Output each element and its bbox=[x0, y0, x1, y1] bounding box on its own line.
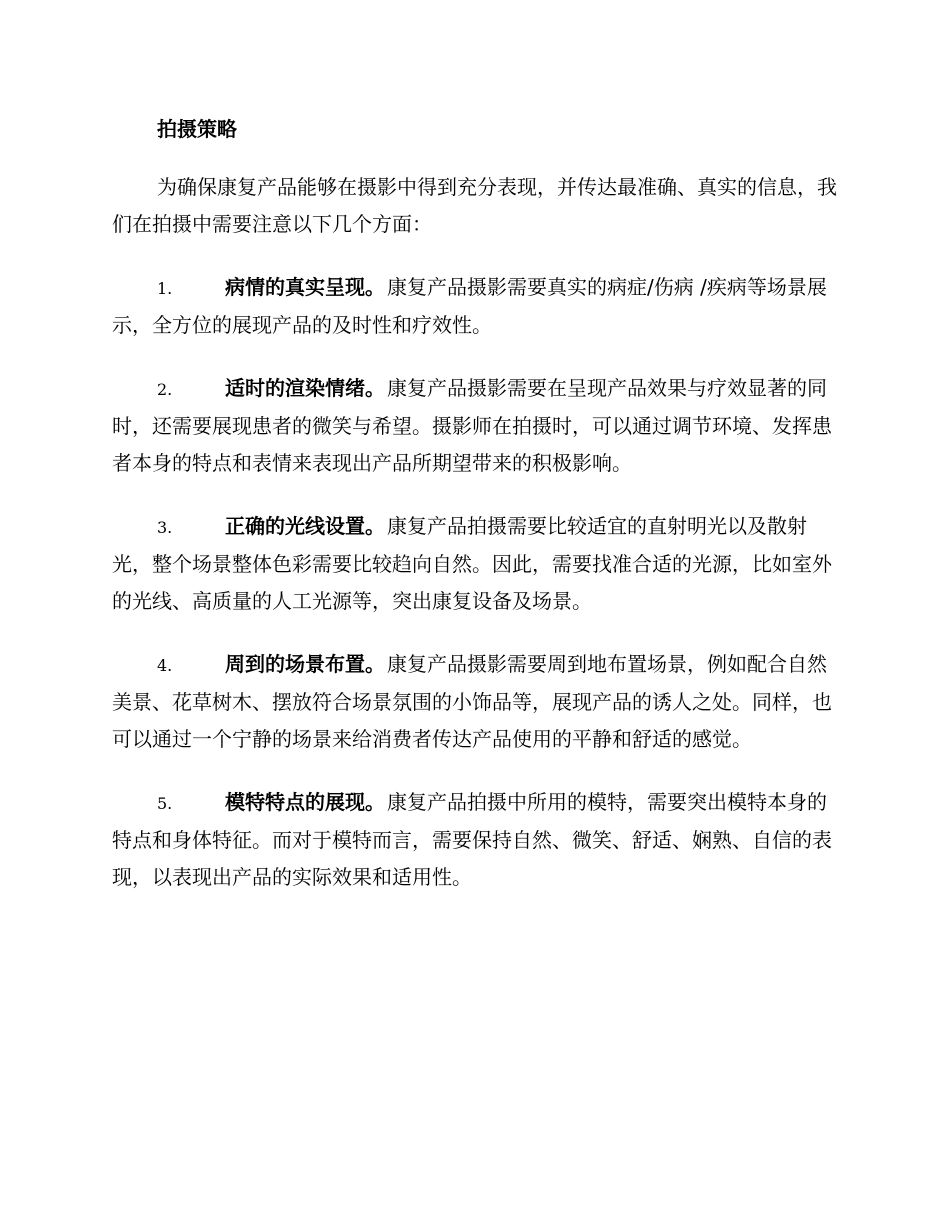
list-item-number: 4. bbox=[157, 656, 173, 675]
list-item-number: 3. bbox=[157, 518, 173, 537]
list-item-body: 康复产品摄影需要在呈现产品效果与疗效显著的同时，还需要展现患者的微笑与希望。摄影师在拍摄时，可以通过调节环境、发挥患者本身的特点和表情来表现出产品所期望带来的积极影响。 bbox=[112, 376, 832, 475]
list-item-title: 正确的光线设置。 bbox=[225, 514, 385, 538]
section-heading: 拍摄策略 bbox=[157, 117, 237, 141]
list-item-1 bbox=[112, 269, 842, 344]
list-item-body: 康复产品拍摄需要比较适宜的直射明光以及散射光，整个场景整体色彩需要比较趋向自然。因此，需要找准合适的光源，比如室外的光线、高质量的人工光源等，突出康复设备及场景。 bbox=[112, 514, 832, 613]
intro-paragraph: 为确保康复产品能够在摄影中得到充分表现，并传达最准确、真实的信息，我们在拍摄中需要注意以下几个方面： bbox=[112, 175, 837, 236]
list-item-3 bbox=[112, 508, 842, 620]
list-item-body: 康复产品摄影需要真实的病症/伤病 /疾病等场景展示，全方位的展现产品的及时性和疗效性。 bbox=[112, 275, 827, 337]
list-item-number: 1. bbox=[157, 279, 173, 298]
list-item-title: 适时的渲染情绪。 bbox=[225, 376, 385, 400]
list-item-body: 康复产品摄影需要周到地布置场景，例如配合自然美景、花草树木、摆放符合场景氛围的小饰品等，展现产品的诱人之处。同样，也可以通过一个宁静的场景来给消费者传达产品使用的平静和舒适的感觉。 bbox=[112, 652, 832, 751]
list-item-number: 5. bbox=[157, 794, 173, 813]
list-item-title: 病情的真实呈现。 bbox=[225, 275, 385, 299]
list-item-4 bbox=[112, 646, 842, 758]
list-item-title: 周到的场景布置。 bbox=[225, 652, 385, 676]
list-item-5 bbox=[112, 784, 842, 896]
list-item-number: 2. bbox=[157, 380, 173, 399]
document-page bbox=[112, 113, 842, 922]
list-item-body: 康复产品拍摄中所用的模特，需要突出模特本身的特点和身体特征。而对于模特而言，需要保持自然、微笑、舒适、娴熟、自信的表现，以表现出产品的实际效果和适用性。 bbox=[112, 790, 832, 889]
list-item-2 bbox=[112, 370, 842, 482]
list-item-title: 模特特点的展现。 bbox=[225, 790, 385, 814]
